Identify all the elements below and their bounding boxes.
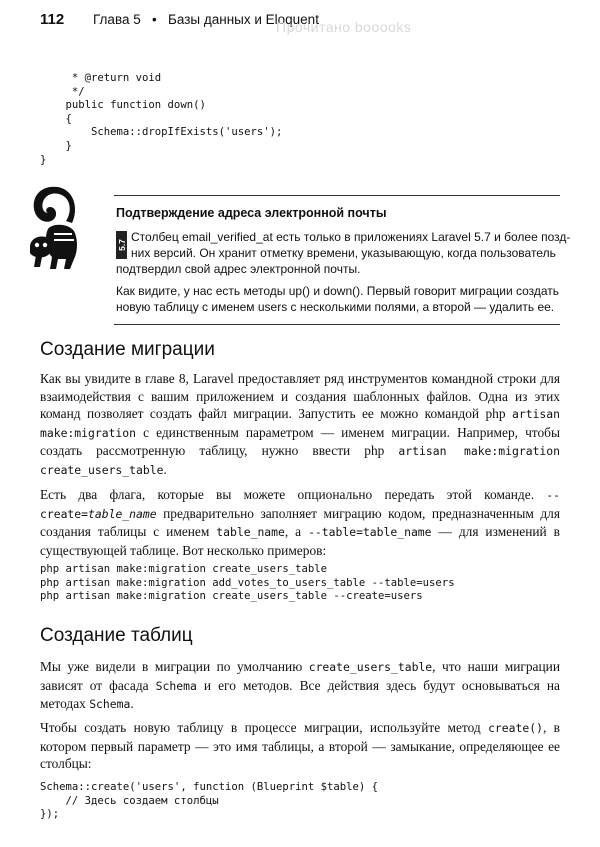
note-divider-top bbox=[114, 195, 560, 196]
watermark: Прочитано booooks bbox=[276, 19, 412, 35]
section-heading-create-tables: Создание таблиц bbox=[40, 625, 193, 646]
note-title: Подтверждение адреса электронной почты bbox=[116, 206, 387, 220]
section-heading-create-migration: Создание миграции bbox=[40, 339, 215, 360]
note-line: Как видите, у нас есть методы up() и down(). Первый говорит миграции создать bbox=[116, 284, 560, 298]
page-number: 112 bbox=[40, 11, 65, 28]
paragraph: Чтобы создать новую таблицу в процессе миграции, используйте метод create(), в котором первый параметр — это имя таблицы, а второй — замыкание, определяющее ее столбцы: bbox=[40, 720, 560, 772]
paragraph: Мы уже видели в миграции по умолчанию create_users_table, что наши миграции зависят от фасада Schema и его методов. Все действия здесь будут основываться на методах Schema. bbox=[40, 659, 560, 712]
note-line: новую таблицу с именем users с несколькими полями, а второй — удалить ее. bbox=[116, 300, 555, 314]
note-line: них версий. Он хранит отметку времени, указывающую, когда пользователь bbox=[131, 246, 556, 260]
code-block-schema-create: Schema::create('users', function (Blueprint $table) { // Здесь создаем столбцы }); bbox=[40, 781, 379, 821]
note-line: подтвердил свой адрес электронной почты. bbox=[116, 262, 361, 276]
paragraph: Как вы увидите в главе 8, Laravel предоставляет ряд инструментов командной строки для взаимодействия с вашим приложением и создания шаблонных файлов. Одна из этих команд позволяет создать файл миграции. Запустить ее можно командой php artisan make:migration с единственным параметром — именем миграции. Например, чтобы создать рассмотренную таблицу, нужно ввести php artisan make:migration create_users_table. bbox=[40, 371, 560, 477]
note-divider-bottom bbox=[114, 324, 560, 325]
note-line: Столбец email_verified_at есть только в приложениях Laravel 5.7 и более позд- bbox=[131, 230, 571, 244]
chapter-label: Глава 5 bbox=[93, 12, 141, 27]
page-header bbox=[40, 11, 560, 35]
bullet-separator: • bbox=[152, 12, 157, 27]
lemur-icon bbox=[28, 185, 86, 273]
code-block-artisan-examples: php artisan make:migration create_users_table php artisan make:migration add_votes_to_users_table --table=users php artisan make:migration create_users_table --create=users bbox=[40, 563, 455, 603]
chapter-title: Базы данных и Eloquent bbox=[168, 12, 319, 27]
version-badge: 5.7 bbox=[116, 231, 127, 259]
paragraph: Есть два флага, которые вы можете опционально передать этой команде. --create=table_name предварительно заполняет миграцию кодом, предназначенным для создания таблицы с именем table_name, а --table=table_name — для изменений в существующей таблице. Вот несколько примеров: bbox=[40, 487, 560, 558]
code-block-down-method: * @return void */ public function down() { Schema::dropIfExists('users'); } } bbox=[40, 72, 283, 166]
